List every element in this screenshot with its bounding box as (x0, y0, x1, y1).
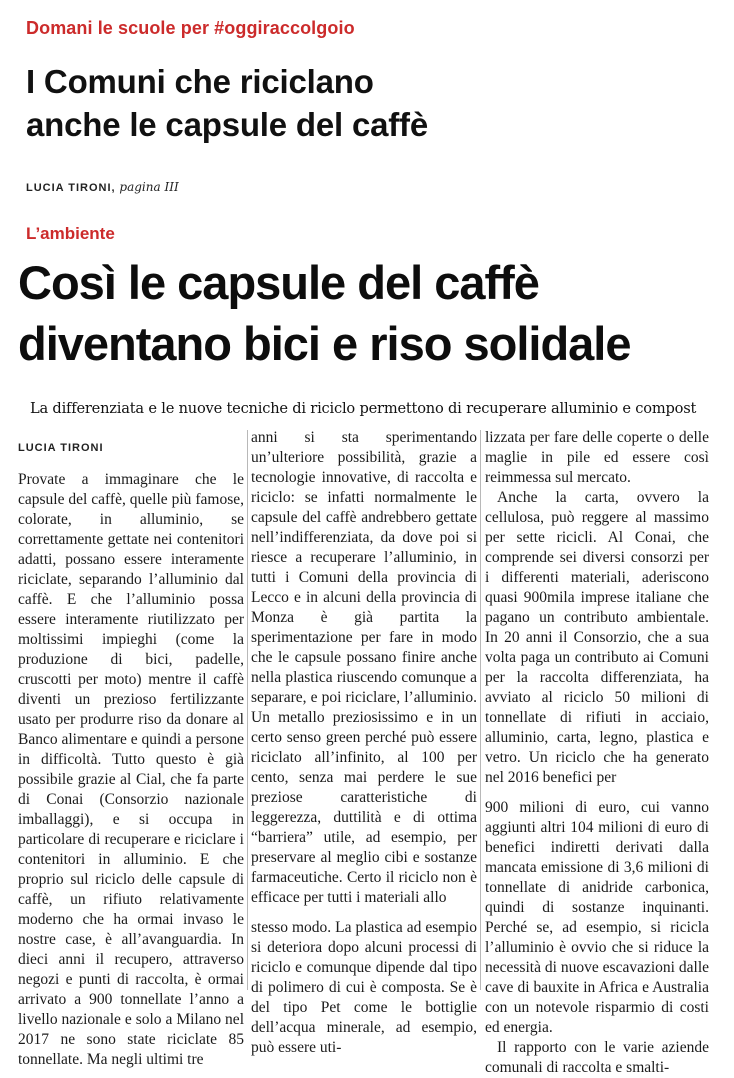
article-column-2 (251, 428, 477, 1058)
headline-line1: Così le capsule del caffè (18, 256, 539, 309)
column-divider (247, 430, 248, 990)
article-column-1 (18, 470, 244, 1070)
teaser-author: LUCIA TIRONI, (26, 182, 116, 194)
paragraph: Provate a immaginare che le capsule del caffè, quelle più famose, colorate, in alluminio, se correttamente gettate nei contenitori adatti, possano essere interamente riciclate, separando l’alluminio dal caffè. E che l’alluminio possa essere interamente riutilizzato per moltissimi impieghi (come la produzione di bici, padelle, cruscotti per moto) mentre il caffè diventi un prezioso fertilizzante usato per produrre riso da donare al Banco alimentare e quindi a persone in difficoltà. Tutto questo è già possibile grazie al Cial, che fa parte di Conai (Consorzio nazionale imballaggi), e si occupa in particolare di recuperare e riciclare i contenitori in alluminio. E che proprio sul riciclo delle capsule di caffè, un rifiuto relativamente moderno che ha ormai invaso le nostre case, è all’avanguardia. In dieci anni il recupero, attraverso negozi e punti di raccolta, è ormai arrivato a 900 tonnellate l’anno a livello nazionale e solo a Milano nel 2017 ne sono state riciclate 85 tonnellate. Ma negli ultimi tre (18, 471, 244, 1068)
article-topic: L’ambiente (26, 224, 115, 243)
headline-line2: diventano bici e riso solidale (18, 317, 631, 370)
paragraph: Anche la carta, ovvero la cellulosa, può reggere al massimo per sette ricicli. Al Conai, che comprende sei diversi consorzi per i differenti materiali, aderiscono quasi 900mila imprese italiane che pagano un contributo ambientale. In 20 anni il Consorzio, che a sua volta paga un contributo ai Comuni per la raccolta differenziata, ha avviato al riciclo 50 milioni di tonnellate di rifiuti in acciaio, alluminio, carta, legno, plastica e vetro. Un riciclo che ha generato nel 2016 benefici per (485, 489, 709, 786)
column-divider (480, 430, 481, 990)
paragraph: stesso modo. La plastica ad esempio si deteriora dopo alcuni processi di riciclo e comunque dipende dal tipo di polimero di cui è composta. Se è del tipo Pet come le bottiglie dell’acqua minerale, ad esempio, può essere uti- (251, 919, 477, 1056)
paragraph: 900 milioni di euro, cui vanno aggiunti altri 104 milioni di euro di benefici indiretti derivati dalla mancata emissione di 3,6 milioni di tonnellate di anidride carbonica, quindi di sostanze inquinanti. Perché se, ad esempio, si ricicla l’alluminio è ovvio che si riduce la necessità di nuove escavazioni dalle cave di bauxite in Africa e Australia con un notevole risparmio di costi ed energia. (485, 799, 709, 1036)
teaser-byline (26, 180, 179, 194)
paragraph: anni si sta sperimentando un’ulteriore possibilità, grazie a tecnologie innovative, di raccolta e riciclo: se infatti normalmente le capsule del caffè andrebbero gettate nell’indifferenziata, da dove poi si riesce a recuperare l’alluminio, in tutti i Comuni della provincia di Lecco e in alcuni della provincia di Monza è già partita la sperimentazione per fare in modo che le capsule possano finire anche nella plastica riuscendo comunque a separare, e poi riciclare, l’alluminio. Un metallo preziosissimo e in un certo senso green perché può essere riciclato all’infinito, al 100 per cento, senza mai perdere le sue preziose caratteristiche di leggerezza, duttilità e di ottima “barriera” utile, ad esempio, per preservare al meglio cibi e sostanze farmaceutiche. Certo il riciclo non è efficace per tutti i materiali allo (251, 429, 477, 906)
article-subheadline: La differenziata e le nuove tecniche di riciclo permettono di recuperare alluminio e compost (30, 400, 697, 417)
teaser-title-line2: anche le capsule del caffè (26, 106, 428, 143)
paragraph: Il rapporto con le varie aziende comunali di raccolta e smalti- (485, 1039, 709, 1076)
teaser-title (26, 60, 716, 146)
teaser-kicker: Domani le scuole per #oggiraccolgoio (26, 18, 355, 38)
teaser-page-ref: pagina III (115, 180, 179, 194)
article-headline (18, 252, 728, 374)
paragraph: lizzata per fare delle coperte o delle maglie in pile ed essere così reimmessa sul mercato. (485, 429, 709, 486)
teaser-title-line1: I Comuni che riciclano (26, 63, 374, 100)
article-column-3 (485, 428, 709, 1078)
article-byline: LUCIA TIRONI (18, 442, 104, 454)
